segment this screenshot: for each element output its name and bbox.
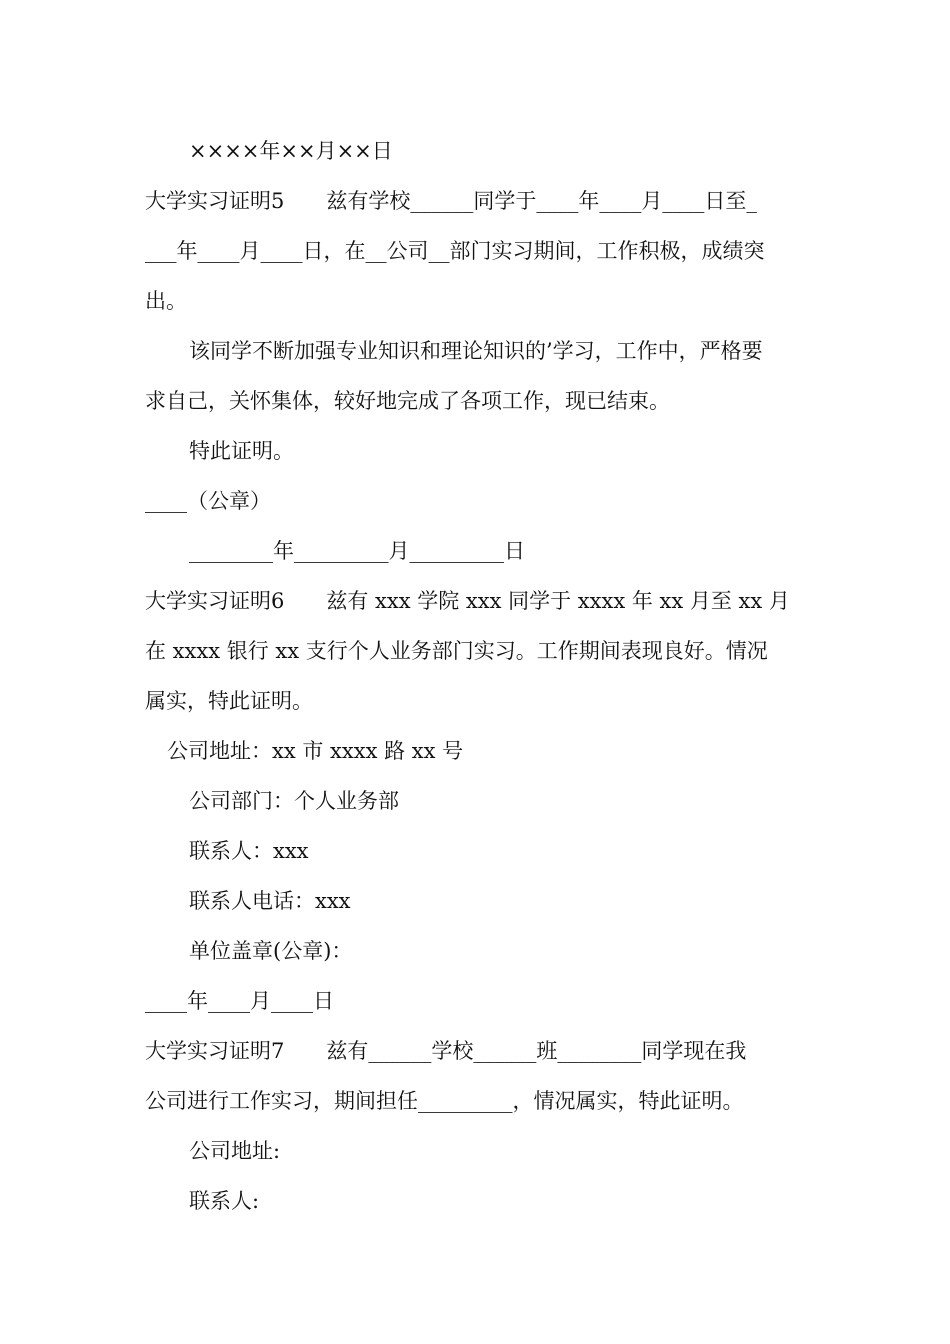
certificate-6-seal-line: 单位盖章(公章)： <box>189 939 353 963</box>
certificate-7-body-line: 公司进行工作实习，期间担任_________，情况属实，特此证明。 <box>145 1089 744 1113</box>
certificate-5-date-line: ________年_________月_________日 <box>189 539 525 563</box>
certificate-6-company-department: 公司部门：个人业务部 <box>189 789 399 813</box>
certificate-6-date-line: ____年____月____日 <box>145 989 334 1013</box>
certificate-5-body-line: 该同学不断加强专业知识和理论知识的’学习，工作中，严格要 <box>189 339 763 363</box>
certificate-5-body-line: 出。 <box>145 289 187 313</box>
certificate-7-heading-line: 大学实习证明7 兹有______学校______班________同学现在我 <box>145 1039 747 1063</box>
certificate-6-heading-line: 大学实习证明6 兹有 xxx 学院 xxx 同学于 xxxx 年 xx 月至 xx 月 <box>145 589 790 613</box>
certificate-6-contact-phone: 联系人电话：xxx <box>189 889 351 913</box>
date-line: ××××年××月××日 <box>189 139 393 163</box>
certificate-7-company-address: 公司地址: <box>189 1139 281 1163</box>
certificate-5-closing: 特此证明。 <box>189 439 294 463</box>
certificate-5-heading-line: 大学实习证明5 兹有学校______同学于____年____月____日至_ <box>145 189 757 213</box>
certificate-6-contact: 联系人：xxx <box>189 839 309 863</box>
certificate-6-body-line: 在 xxxx 银行 xx 支行个人业务部门实习。工作期间表现良好。情况 <box>145 639 768 663</box>
certificate-6-company-address: 公司地址：xx 市 xxxx 路 xx 号 <box>167 739 464 763</box>
certificate-6-body-line: 属实，特此证明。 <box>145 689 313 713</box>
certificate-5-body-line: 求自己，关怀集体，较好地完成了各项工作，现已结束。 <box>145 389 670 413</box>
certificate-5-seal-line: ____（公章） <box>145 489 271 513</box>
certificate-5-body-line: ___年____月____日，在__公司__部门实习期间，工作积极，成绩突 <box>145 239 765 263</box>
certificate-7-contact: 联系人: <box>189 1189 260 1213</box>
